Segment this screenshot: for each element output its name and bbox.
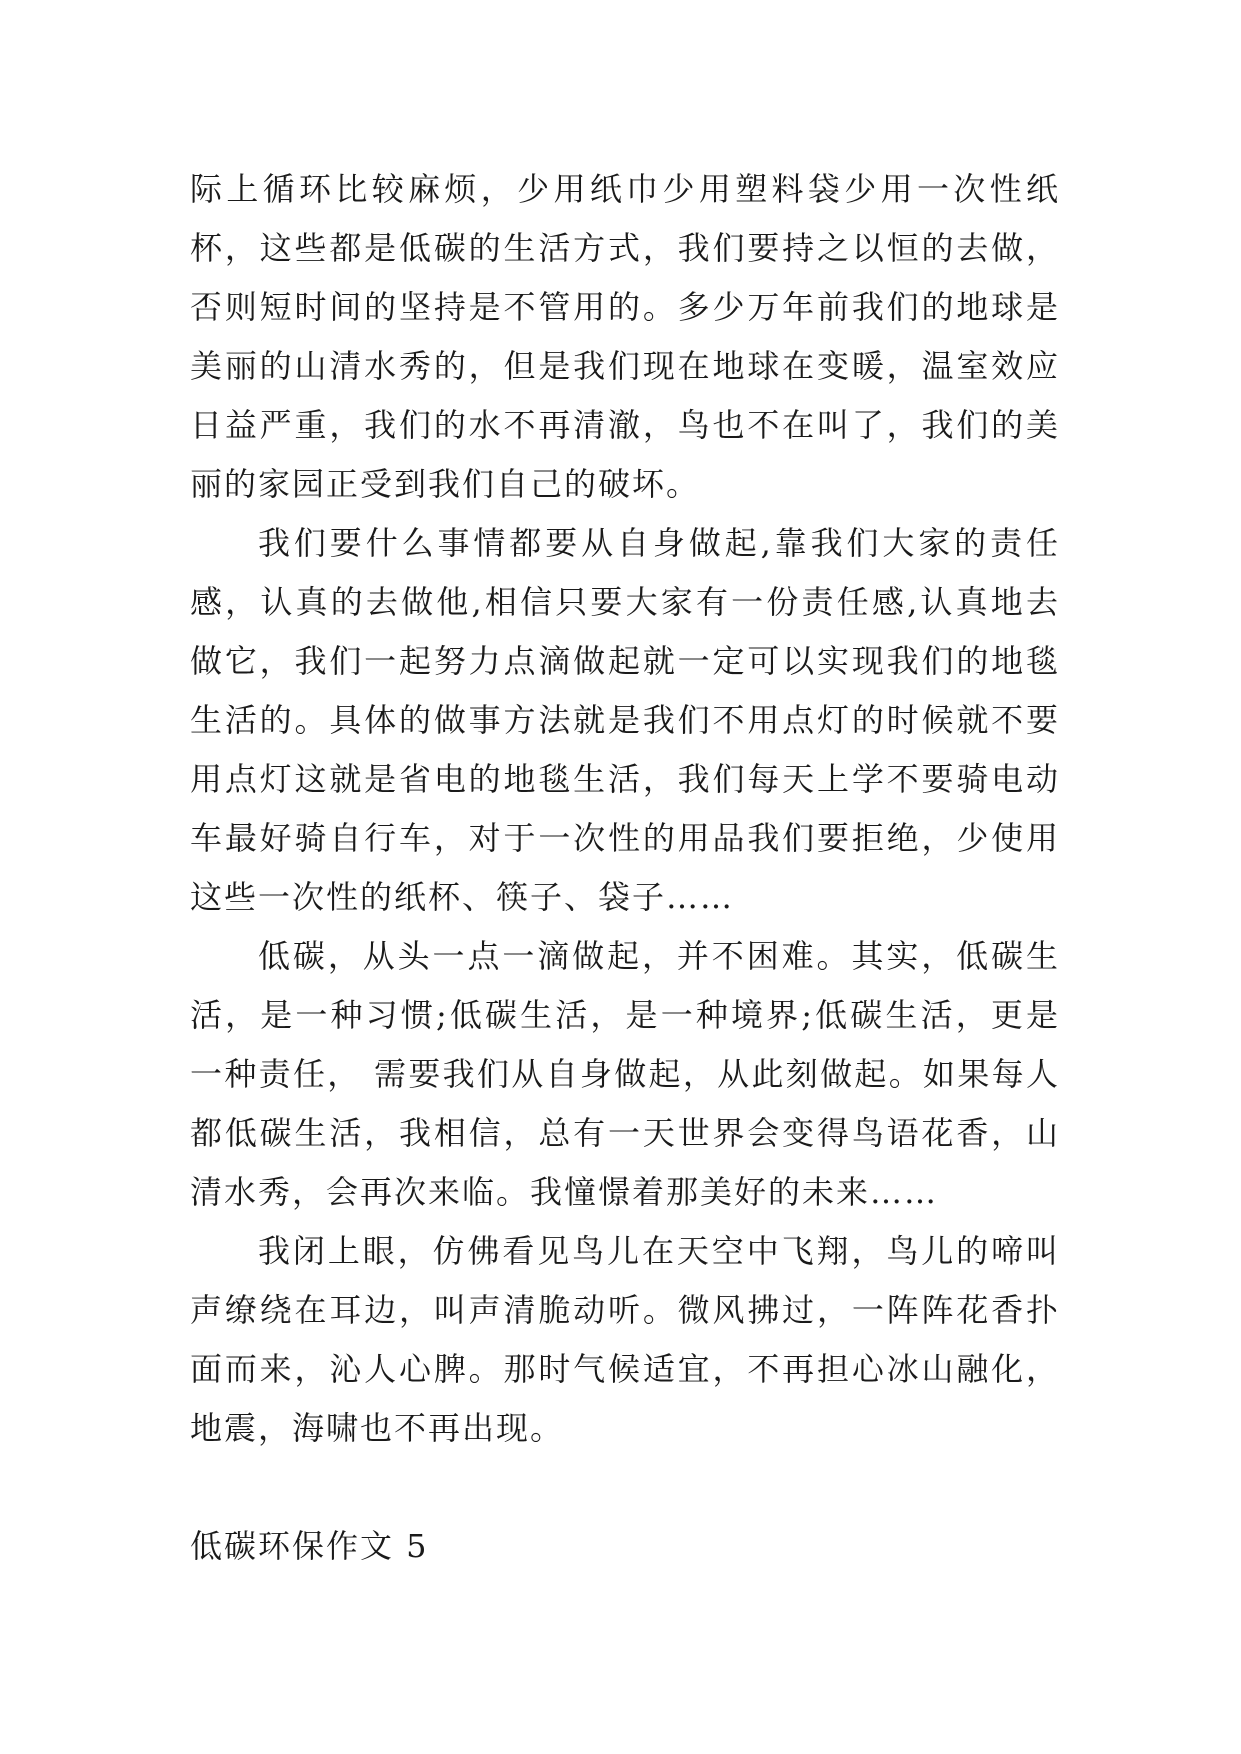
blank-line xyxy=(190,1458,1060,1517)
section-heading: 低碳环保作文 5 xyxy=(190,1527,429,1565)
paragraph-2: 我们要什么事情都要从自身做起,靠我们大家的责任感，认真的去做他,相信只要大家有一份责任感,认真地去做它，我们一起努力点滴做起就一定可以实现我们的地毯生活的。具体的做事方法就是我们不用点灯的时候就不要用点灯这就是省电的地毯生活，我们每天上学不要骑电动车最好骑自行车，对于一次性的用品我们要拒绝，少使用这些一次性的纸杯、筷子、袋子…… xyxy=(190,524,1060,916)
paragraph-4: 我闭上眼，仿佛看见鸟儿在天空中飞翔，鸟儿的啼叫声缭绕在耳边，叫声清脆动听。微风拂过，一阵阵花香扑面而来，沁人心脾。那时气候适宜，不再担心冰山融化，地震，海啸也不再出现。 xyxy=(190,1232,1060,1447)
paragraph-3: 低碳，从头一点一滴做起，并不困难。其实，低碳生活，是一种习惯;低碳生活，是一种境界;低碳生活，更是一种责任， 需要我们从自身做起，从此刻做起。如果每人都低碳生活，我相信，总有一天世界会变得鸟语花香，山清水秀，会再次来临。我憧憬着那美好的未来…… xyxy=(190,937,1060,1211)
document-body xyxy=(190,160,1060,1576)
paragraph-1: 际上循环比较麻烦，少用纸巾少用塑料袋少用一次性纸杯，这些都是低碳的生活方式，我们要持之以恒的去做，否则短时间的坚持是不管用的。多少万年前我们的地球是美丽的山清水秀的，但是我们现在地球在变暖，温室效应日益严重，我们的水不再清澈，鸟也不在叫了，我们的美丽的家园正受到我们自己的破坏。 xyxy=(190,170,1060,503)
